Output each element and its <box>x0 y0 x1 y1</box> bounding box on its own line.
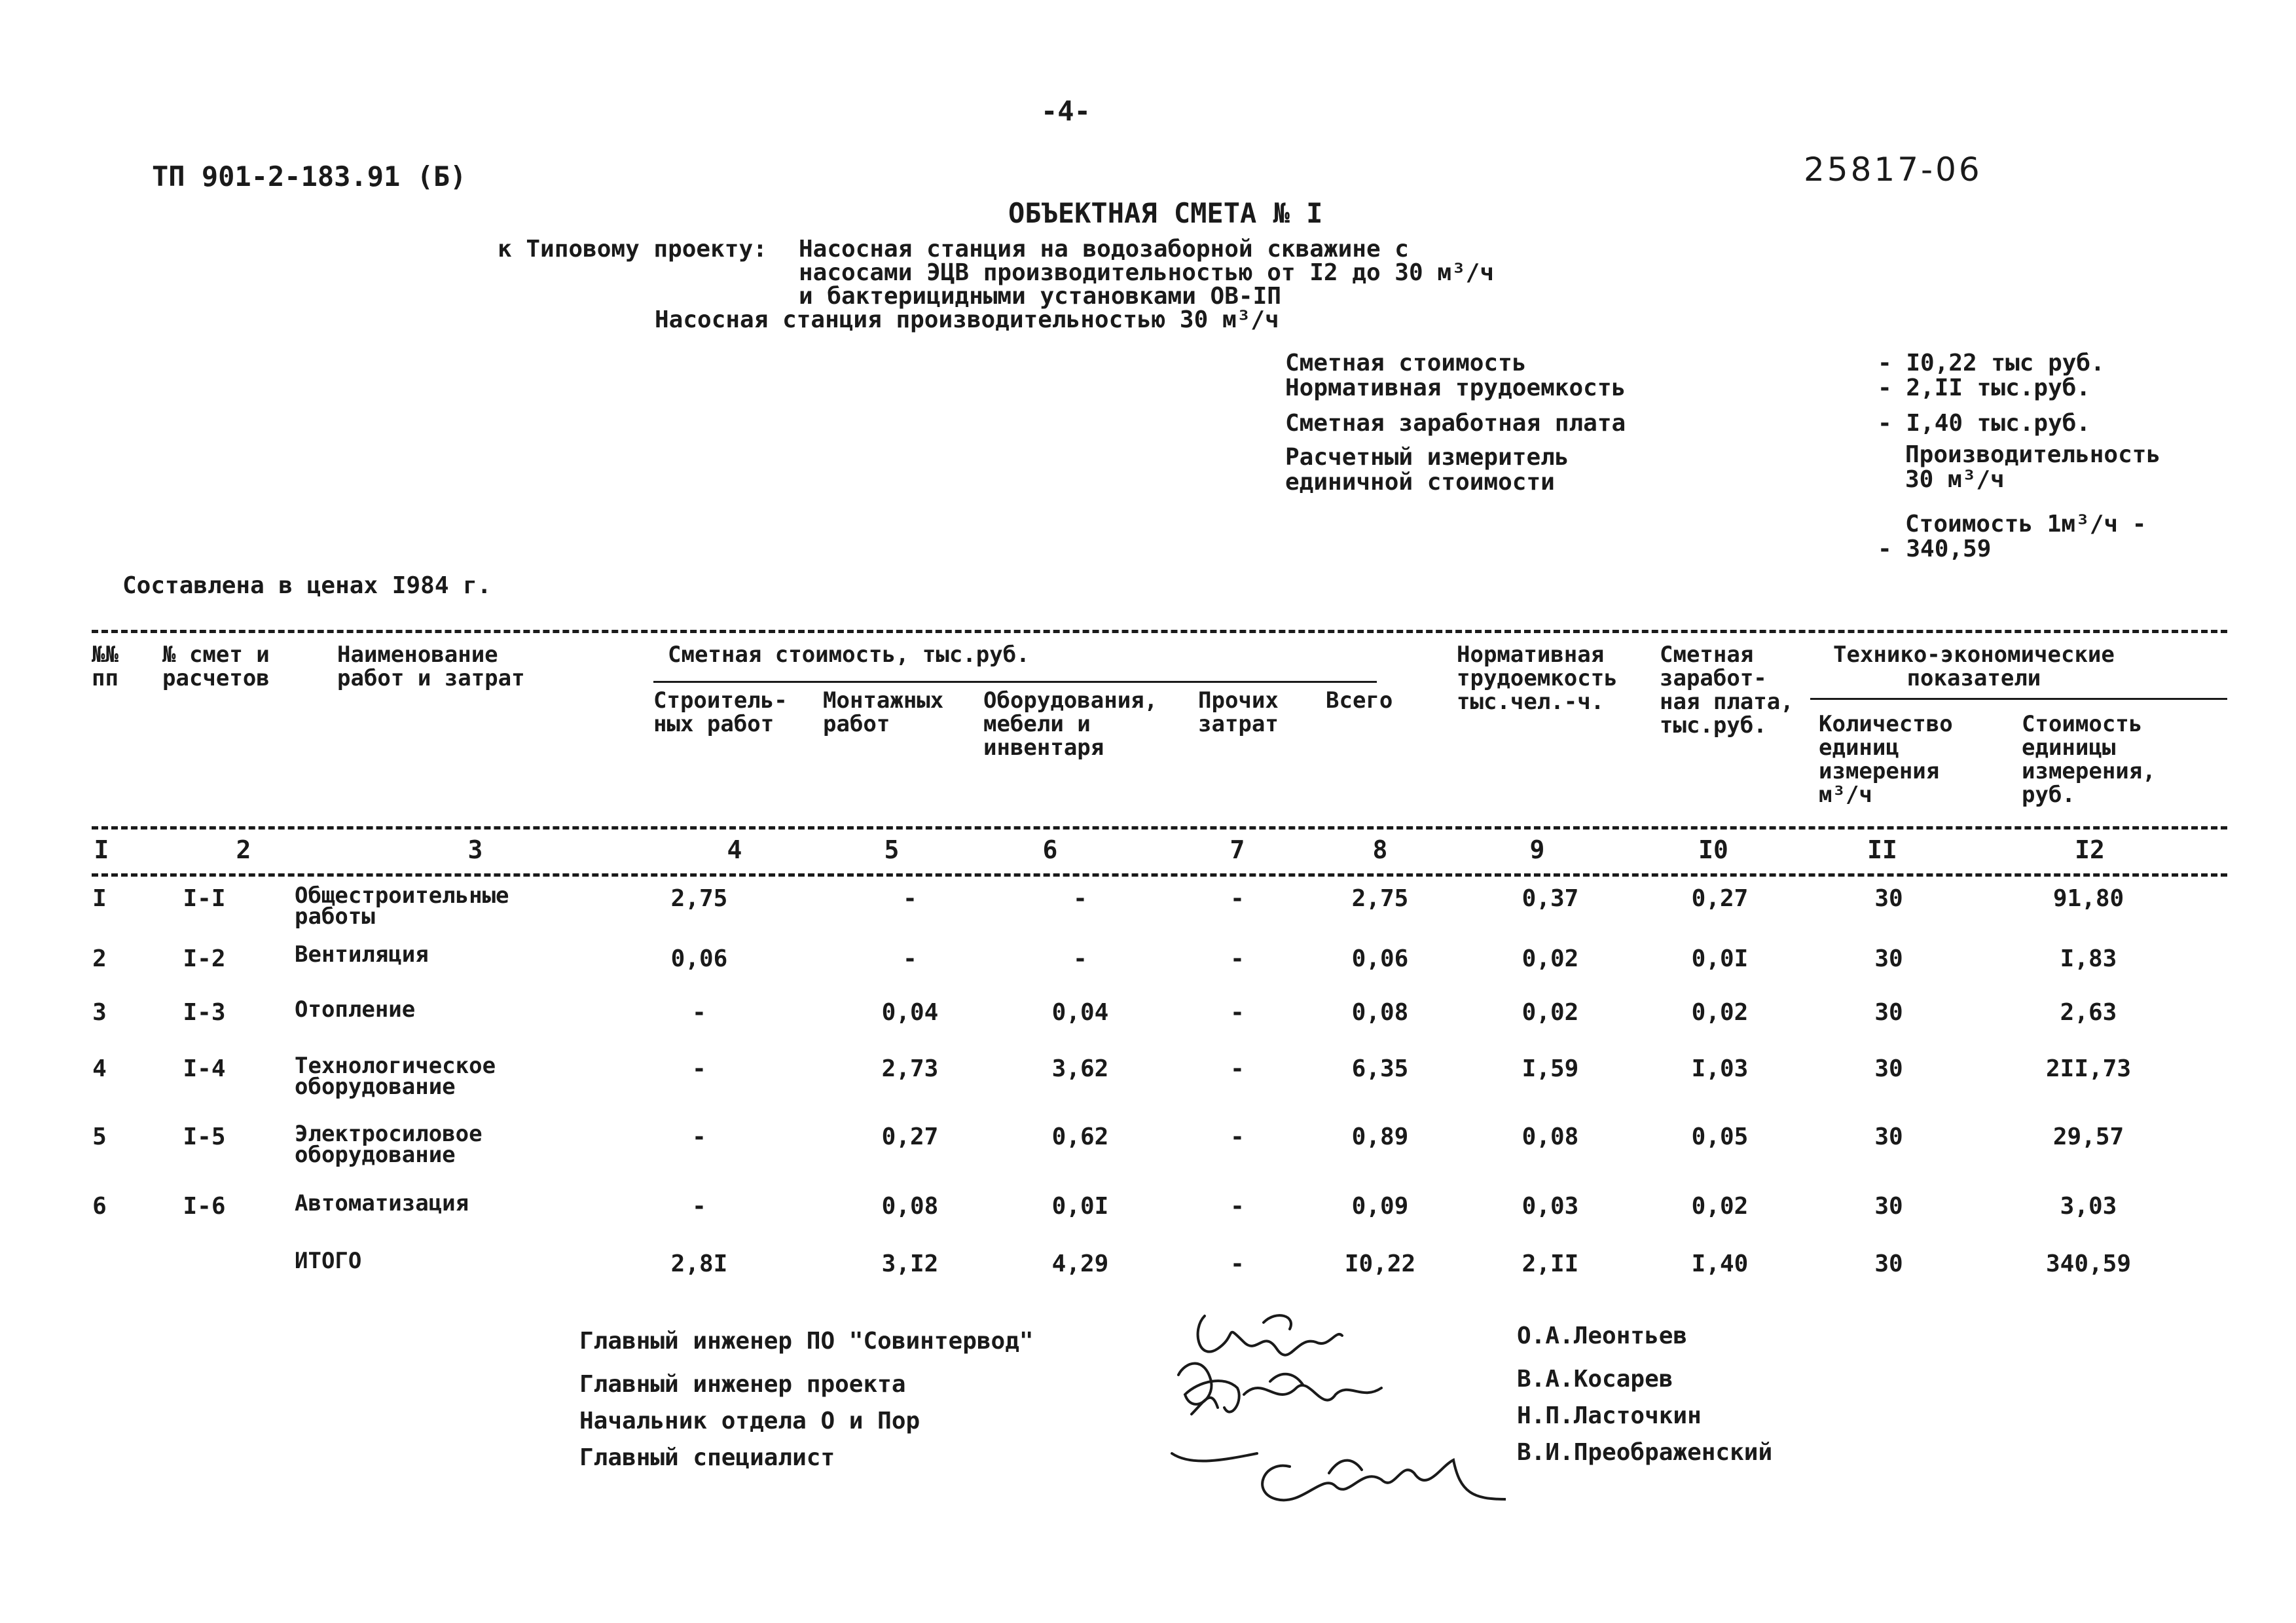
project-prefix: к Типовому проекту: <box>498 236 767 263</box>
table-cell-c12: 2II,73 <box>2045 1055 2132 1082</box>
summary-label: Нормативная трудоемкость <box>1285 374 1626 401</box>
table-cell-code: I-2 <box>183 945 226 972</box>
project-description <box>799 237 1494 309</box>
signatory-name: В.И.Преображенский <box>1517 1439 1773 1466</box>
header-text: Строитель- <box>653 687 788 714</box>
table-cell-name <box>295 1192 469 1215</box>
summary-value: - I,40 тыс.руб. <box>1878 410 2091 437</box>
header-col9 <box>1457 643 1618 714</box>
table-cell-name <box>295 1054 496 1099</box>
work-name-line: ИТОГО <box>295 1248 362 1274</box>
column-number: I0 <box>1698 835 1728 864</box>
header-text: №№ <box>92 642 118 668</box>
table-cell-c6: - <box>1073 885 1087 912</box>
table-cell-c12: 29,57 <box>2052 1123 2124 1150</box>
table-cell-c12: I,83 <box>2060 945 2117 972</box>
table-cell-c10: I,40 <box>1691 1250 1749 1277</box>
header-text: Прочих <box>1198 687 1279 714</box>
page-number: -4- <box>1041 95 1091 127</box>
handwritten-signatures <box>1165 1303 1506 1539</box>
table-cell-c7: - <box>1230 1250 1245 1277</box>
header-text: расчетов <box>162 665 270 691</box>
table-cell-c12: 2,63 <box>2060 999 2117 1026</box>
column-number: 2 <box>236 835 251 864</box>
work-name-line: оборудование <box>295 1142 456 1168</box>
header-text: работ <box>823 711 890 737</box>
table-cell-c10: 0,02 <box>1691 1193 1749 1220</box>
signature-role: Главный специалист <box>579 1444 835 1471</box>
meter-value-line: 30 м³/ч <box>1905 466 2005 493</box>
work-name-line: Автоматизация <box>295 1190 469 1216</box>
signatory-name: В.А.Косарев <box>1517 1366 1673 1393</box>
header-text: тыс.чел.-ч. <box>1457 689 1605 715</box>
header-text: ных работ <box>653 711 774 737</box>
signature-role: Начальник отдела О и Пор <box>579 1408 920 1434</box>
table-cell-c10: 0,27 <box>1691 885 1749 912</box>
header-text: показатели <box>1906 665 2041 691</box>
table-cell-c7: - <box>1230 1055 1245 1082</box>
table-cell-n: 3 <box>92 999 107 1026</box>
column-number: 3 <box>467 835 483 864</box>
header-col2 <box>162 643 270 690</box>
estimate-title: ОБЪЕКТНАЯ СМЕТА № I <box>1008 197 1323 229</box>
table-cell-code: I-3 <box>183 999 226 1026</box>
work-name-line: Электросиловое <box>295 1121 483 1147</box>
column-number: 6 <box>1042 835 1058 864</box>
header-text: руб. <box>2022 782 2075 808</box>
table-cell-name <box>295 943 429 966</box>
header-col10 <box>1660 643 1794 737</box>
work-name-line: Технологическое <box>295 1053 496 1079</box>
header-text: пп <box>92 665 118 691</box>
header-text: единицы <box>2022 735 2116 761</box>
table-cell-c6: 0,0I <box>1051 1193 1109 1220</box>
project-line: и бактерицидными установками ОВ-IП <box>799 283 1281 310</box>
summary-label: Сметная заработная плата <box>1285 410 1626 437</box>
meter-value <box>1905 443 2160 492</box>
prices-note: Составлена в ценах I984 г. <box>122 572 492 599</box>
header-text: измерения, <box>2022 758 2156 784</box>
signature-role: Главный инженер ПО "Совинтервод" <box>579 1328 1034 1355</box>
meter-label <box>1285 445 1569 495</box>
table-cell-c7: - <box>1230 945 1245 972</box>
column-numbers-rule <box>92 873 2227 877</box>
project-line: Насосная станция на водозаборной скважине с <box>799 236 1409 263</box>
table-cell-c11: 30 <box>1874 1055 1903 1082</box>
table-cell-c11: 30 <box>1874 885 1903 912</box>
table-cell-c7: - <box>1230 1193 1245 1220</box>
table-cell-c9: 0,37 <box>1522 885 1579 912</box>
header-text: Количество <box>1819 711 1953 737</box>
column-number: 5 <box>884 835 900 864</box>
table-cell-c10: 0,0I <box>1691 945 1749 972</box>
table-cell-c9: 2,II <box>1522 1250 1579 1277</box>
table-cell-code: I-5 <box>183 1123 226 1150</box>
work-name-line: оборудование <box>295 1074 456 1100</box>
table-cell-c11: 30 <box>1874 1193 1903 1220</box>
table-cell-code: I-I <box>183 885 226 912</box>
signature-roles <box>579 1329 1034 1482</box>
header-text: заработ- <box>1660 665 1767 691</box>
column-number: I2 <box>2075 835 2105 864</box>
table-cell-c6: 0,04 <box>1051 999 1109 1026</box>
table-cell-c7: - <box>1230 885 1245 912</box>
table-cell-c10: 0,02 <box>1691 999 1749 1026</box>
table-cell-c5: 0,04 <box>881 999 939 1026</box>
header-col5 <box>823 689 943 736</box>
table-cell-c4: - <box>692 1123 706 1150</box>
work-name-line: Общестроительные <box>295 883 509 909</box>
table-cell-c10: I,03 <box>1691 1055 1749 1082</box>
table-cell-c11: 30 <box>1874 1250 1903 1277</box>
table-cell-n: I <box>92 885 107 912</box>
unit-cost-value: - 340,59 <box>1878 536 1992 562</box>
table-cell-c4: - <box>692 1193 706 1220</box>
signatory-name: Н.П.Ласточкин <box>1517 1402 1702 1429</box>
table-cell-c4: 2,8I <box>670 1250 728 1277</box>
meter-label-line: Расчетный измеритель <box>1285 444 1569 471</box>
tech-group-rule <box>1810 698 2227 700</box>
table-cell-c7: - <box>1230 999 1245 1026</box>
table-cell-c12: 340,59 <box>2045 1250 2132 1277</box>
unit-cost-label: Стоимость 1м³/ч - <box>1905 511 2147 538</box>
header-col11 <box>1819 712 1953 807</box>
header-text: Монтажных <box>823 687 944 714</box>
table-cell-c8: 0,89 <box>1351 1123 1409 1150</box>
header-col4 <box>653 689 788 736</box>
header-text: ная плата, <box>1660 689 1794 715</box>
table-cell-c12: 3,03 <box>2060 1193 2117 1220</box>
column-number: 4 <box>727 835 742 864</box>
signature-role: Главный инженер проекта <box>579 1371 906 1398</box>
table-cell-c9: I,59 <box>1522 1055 1579 1082</box>
column-number: 9 <box>1529 835 1545 864</box>
header-text: Наименование <box>337 642 498 668</box>
table-top-rule <box>92 630 2227 633</box>
header-cost-group: Сметная стоимость, тыс.руб. <box>668 642 1030 668</box>
cost-group-rule <box>653 681 1377 683</box>
header-col6 <box>983 689 1157 759</box>
table-cell-c4: 0,06 <box>670 945 728 972</box>
column-number: 8 <box>1372 835 1388 864</box>
table-cell-c4: 2,75 <box>670 885 728 912</box>
table-cell-c9: 0,02 <box>1522 945 1579 972</box>
meter-label-line: единичной стоимости <box>1285 469 1555 496</box>
table-cell-c11: 30 <box>1874 999 1903 1026</box>
signatory-name: О.А.Леонтьев <box>1517 1322 1688 1349</box>
header-text: Оборудования, <box>983 687 1158 714</box>
header-text: м³/ч <box>1819 782 1872 808</box>
column-number: 7 <box>1230 835 1245 864</box>
header-text: Нормативная <box>1457 642 1605 668</box>
header-col12 <box>2022 712 2156 807</box>
header-text: тыс.руб. <box>1660 712 1767 739</box>
table-cell-name <box>295 1122 483 1167</box>
header-col8: Всего <box>1326 687 1393 714</box>
header-text: инвентаря <box>983 735 1104 761</box>
work-name-line: работы <box>295 903 375 930</box>
summary-value: - 2,II тыс.руб. <box>1878 374 2091 401</box>
table-cell-c9: 0,02 <box>1522 999 1579 1026</box>
table-cell-c8: 6,35 <box>1351 1055 1409 1082</box>
header-text: трудоемкость <box>1457 665 1618 691</box>
table-cell-c5: - <box>903 945 917 972</box>
header-text: единиц <box>1819 735 1899 761</box>
table-cell-c9: 0,03 <box>1522 1193 1579 1220</box>
table-cell-c6: - <box>1073 945 1087 972</box>
project-line: насосами ЭЦВ производительностью от I2 до 30 м³/ч <box>799 259 1495 286</box>
meter-value-line: Производительность <box>1905 441 2161 468</box>
table-cell-c4: - <box>692 1055 706 1082</box>
table-cell-c8: 0,08 <box>1351 999 1409 1026</box>
table-cell-c5: 3,I2 <box>881 1250 939 1277</box>
table-cell-name <box>295 998 415 1021</box>
table-cell-c7: - <box>1230 1123 1245 1150</box>
table-cell-c6: 0,62 <box>1051 1123 1109 1150</box>
work-name-line: Отопление <box>295 996 416 1023</box>
column-number: I <box>94 835 109 864</box>
header-text: работ и затрат <box>337 665 525 691</box>
header-text: мебели и <box>983 711 1091 737</box>
table-cell-code: I-4 <box>183 1055 226 1082</box>
table-cell-n: 6 <box>92 1193 107 1220</box>
work-name-line: Вентиляция <box>295 941 429 968</box>
table-cell-name <box>295 1249 361 1273</box>
header-bottom-rule <box>92 826 2227 830</box>
table-cell-c8: 2,75 <box>1351 885 1409 912</box>
table-cell-c5: - <box>903 885 917 912</box>
table-cell-c5: 2,73 <box>881 1055 939 1082</box>
table-cell-c5: 0,27 <box>881 1123 939 1150</box>
archive-number: 25817-06 <box>1804 151 1982 189</box>
header-text: затрат <box>1198 711 1279 737</box>
header-col3 <box>337 643 525 690</box>
header-text: Стоимость <box>2022 711 2143 737</box>
document-code: ТП 901-2-183.91 (Б) <box>152 160 467 192</box>
header-text: Сметная <box>1660 642 1754 668</box>
header-text: Технико-экономические <box>1833 642 2115 668</box>
table-cell-c8: 0,09 <box>1351 1193 1409 1220</box>
header-col1 <box>92 643 118 690</box>
table-cell-c9: 0,08 <box>1522 1123 1579 1150</box>
table-cell-n: 5 <box>92 1123 107 1150</box>
table-cell-name <box>295 884 509 928</box>
header-text: № смет и <box>162 642 270 668</box>
header-tech-group <box>1833 643 2115 690</box>
signature-names <box>1517 1324 1772 1477</box>
table-cell-c8: 0,06 <box>1351 945 1409 972</box>
table-cell-c6: 4,29 <box>1051 1250 1109 1277</box>
table-cell-c11: 30 <box>1874 945 1903 972</box>
table-cell-n: 2 <box>92 945 107 972</box>
project-subtitle: Насосная станция производительностью 30 м³/ч <box>655 306 1279 333</box>
table-cell-n: 4 <box>92 1055 107 1082</box>
header-text: измерения <box>1819 758 1940 784</box>
header-col7 <box>1198 689 1279 736</box>
table-cell-c12: 91,80 <box>2052 885 2124 912</box>
table-cell-c4: - <box>692 999 706 1026</box>
summary-value: - I0,22 тыс руб. <box>1878 350 2105 376</box>
summary-label: Сметная стоимость <box>1285 350 1527 376</box>
table-cell-code: I-6 <box>183 1193 226 1220</box>
column-number: II <box>1867 835 1897 864</box>
table-cell-c10: 0,05 <box>1691 1123 1749 1150</box>
table-cell-c5: 0,08 <box>881 1193 939 1220</box>
table-cell-c6: 3,62 <box>1051 1055 1109 1082</box>
table-cell-c11: 30 <box>1874 1123 1903 1150</box>
table-cell-c8: I0,22 <box>1344 1250 1416 1277</box>
